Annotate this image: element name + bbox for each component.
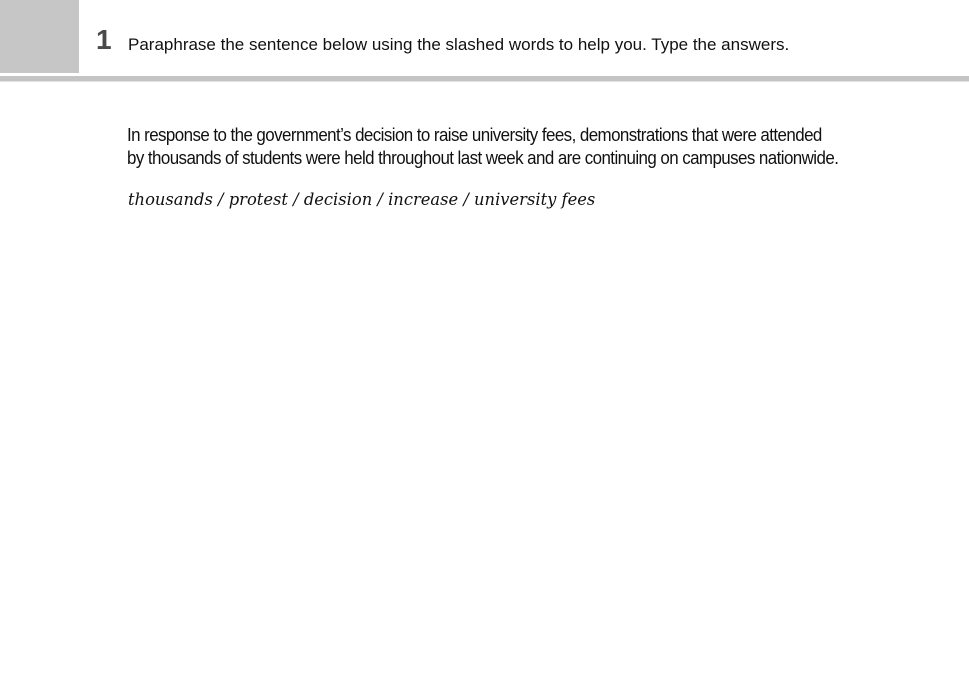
passage-line: In response to the government’s decision to raise university fees, demonstrations that were attended: [127, 125, 822, 145]
source-passage: [127, 124, 898, 170]
passage-line: by thousands of students were held throughout last week and are continuing on campuses nationwide.: [127, 148, 839, 168]
header-divider: [0, 76, 969, 82]
slashed-keywords: thousands / protest / decision / increase / university fees: [128, 190, 596, 210]
exercise-marker-block: [0, 0, 79, 73]
exercise-instruction: Paraphrase the sentence below using the slashed words to help you. Type the answers.: [128, 35, 790, 54]
exercise-number: 1: [96, 24, 112, 55]
exercise-header: [0, 0, 969, 78]
